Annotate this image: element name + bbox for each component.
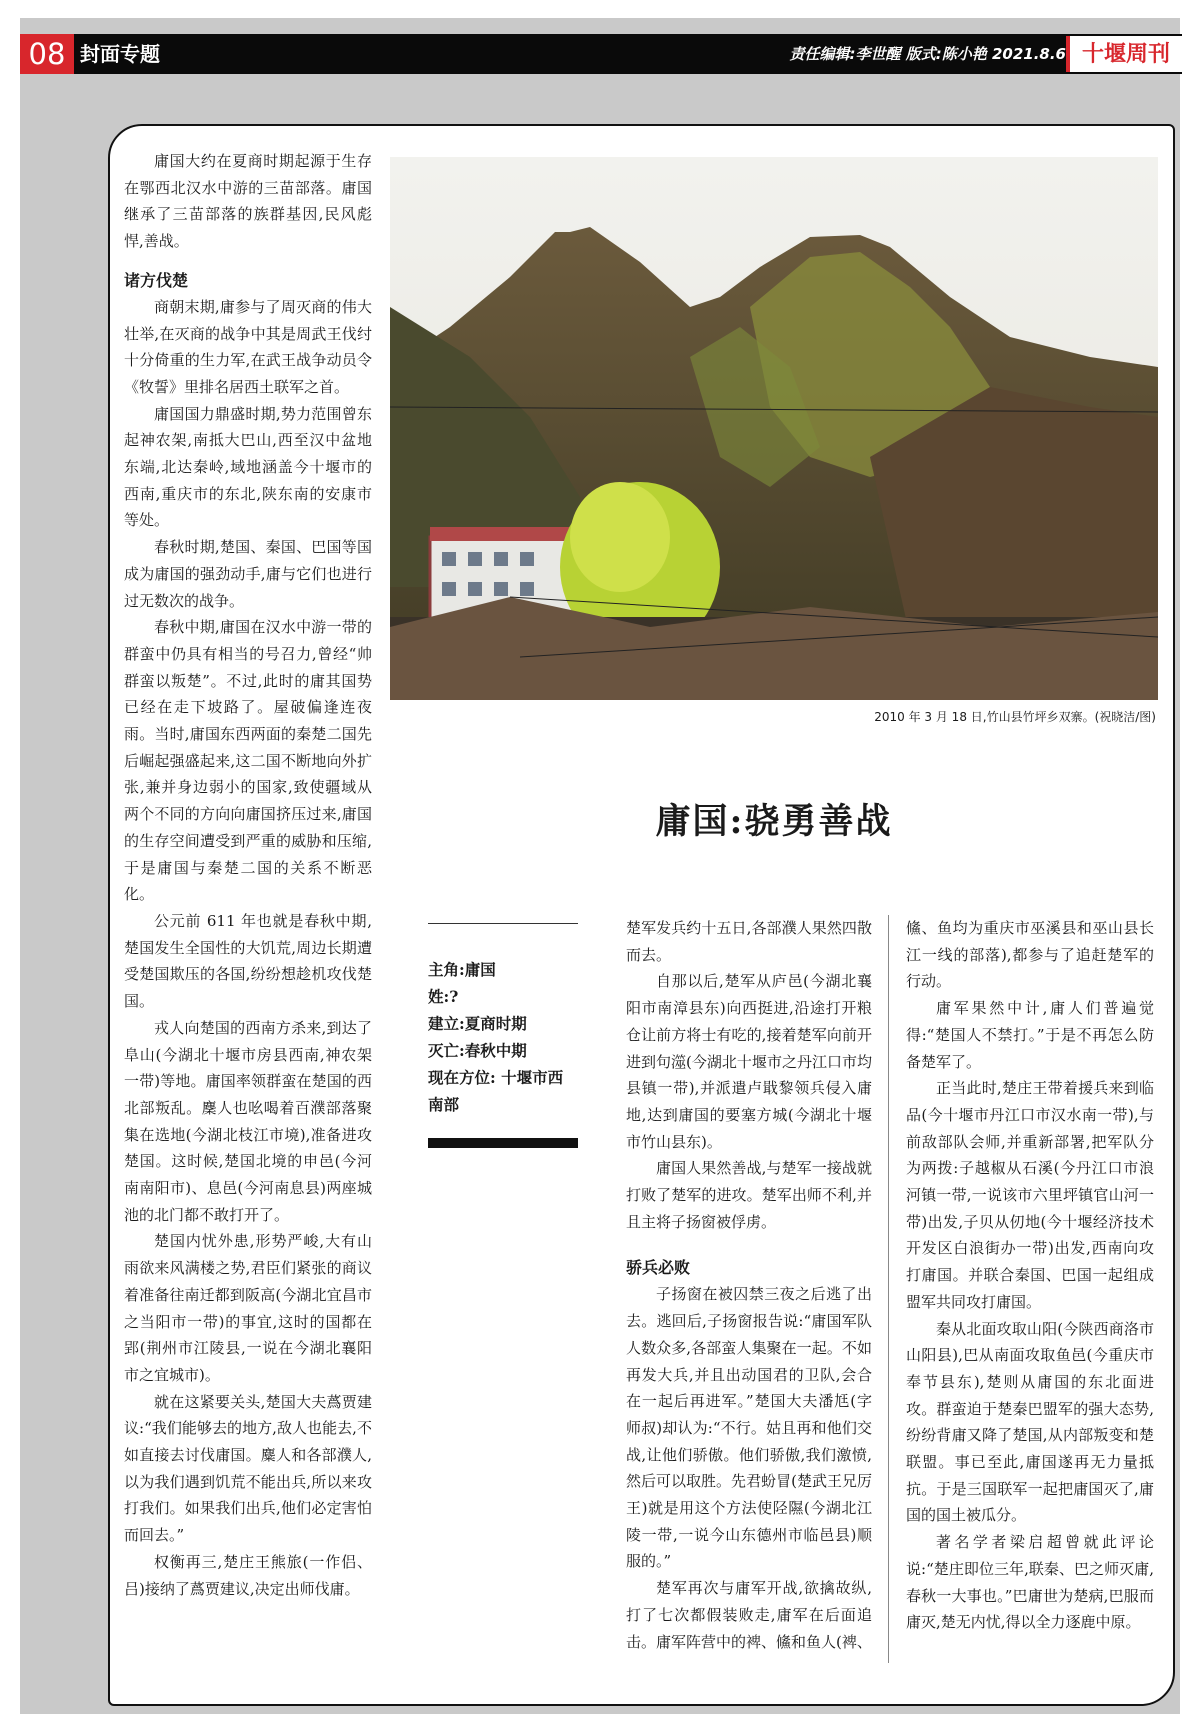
landscape-photo xyxy=(390,157,1158,700)
article-headline: 庸国:骁勇善战 xyxy=(655,801,893,842)
paragraph: 庸国国力鼎盛时期,势力范围曾东起神农架,南抵大巴山,西至汉中盆地东端,北达秦岭,域地涵盖今十堰市的西南,重庆市的东北,陕东南的安康市等处。 xyxy=(124,404,372,530)
paragraph: 庸国大约在夏商时期起源于生存在鄂西北汉水中游的三苗部落。庸国继承了三苗部落的族群基因,民风彪悍,善战。 xyxy=(124,152,372,251)
article-column-3 xyxy=(906,915,1154,1636)
fact-founded: 建立:夏商时期 xyxy=(428,1014,527,1033)
paragraph: 楚军发兵约十五日,各部濮人果然四散而去。 xyxy=(626,919,872,964)
paragraph: 就在这紧要关头,楚国大夫蔿贾建议:“我们能够去的地方,敌人也能去,不如直接去讨伐庸国。麋人和各部濮人,以为我们遇到饥荒不能出兵,所以来攻打我们。如果我们出兵,他们必定害怕而回去。” xyxy=(124,1392,372,1545)
fact-box-rule xyxy=(428,923,578,924)
article-column-2 xyxy=(626,915,872,1655)
article-column-1 xyxy=(124,148,372,1602)
paragraph: 子扬窗在被囚禁三夜之后逃了出去。逃回后,子扬窗报告说:“庸国军队人数众多,各部蛮人集聚在一起。不如再发大兵,并且出动国君的卫队,会合在一起后再进军。”楚国大夫潘尪(字师叔)却认为:“不行。姑且再和他们交战,让他们骄傲。他们骄傲,我们激愤,然后可以取胜。先君蚡冒(楚武王兄厉王)就是用这个方法使陉隰(今湖北江陵一带,一说今山东德州市临邑县)顺服的。” xyxy=(626,1285,872,1571)
mountain-village-image xyxy=(390,157,1158,700)
masthead-logo: 十堰周刊 xyxy=(1066,36,1182,72)
paragraph: 戎人向楚国的西南方杀来,到达了阜山(今湖北十堰市房县西南,神农架一带)等地。庸国率领群蛮在楚国的西北部叛乱。麇人也吆喝着百濮部落聚集在选地(今湖北枝江市境),准备进攻楚国。这时候,楚国北境的申邑(今河南南阳市)、息邑(今河南息县)两座城池的北门都不敢打开了。 xyxy=(124,1018,372,1224)
fact-surname: 姓:? xyxy=(428,987,459,1006)
paragraph: 秦从北面攻取山阳(今陕西商洛市山阳县),巴从南面攻取鱼邑(今重庆市奉节县东),楚则从庸国的东北面进攻。群蛮迫于楚秦巴盟军的强大态势,纷纷背庸又降了楚国,从内部叛变和楚联盟。事已至此,庸国遂再无力量抵抗。于是三国联军一起把庸国灭了,庸国的国土被瓜分。 xyxy=(906,1319,1154,1525)
section-title: 封面专题 xyxy=(80,42,160,66)
subheading: 骄兵必败 xyxy=(626,1258,691,1278)
paragraph: 楚军再次与庸军开战,欲擒故纵,打了七次都假装败走,庸军在后面追击。庸军阵营中的裨、鯈和鱼人(裨、 xyxy=(626,1579,872,1651)
paragraph: 自那以后,楚军从庐邑(今湖北襄阳市南漳县东)向西挺进,沿途打开粮仓让前方将士有吃的,接着楚军向前开进到句澨(今湖北十堰市之丹江口市均县镇一带),并派遣卢戢黎领兵侵入庸地,达到庸国的要塞方城(今湖北十堰市竹山县东)。 xyxy=(626,972,872,1151)
fact-location: 现在方位: 十堰市西南部 xyxy=(428,1068,564,1114)
paragraph: 正当此时,楚庄王带着援兵来到临品(今十堰市丹江口市汉水南一带),与前敌部队会师,并重新部署,把军队分为两拨:子越椒从石溪(今丹江口市浪河镇一带,一说该市六里坪镇官山河一带)出发,子贝从仞地(今十堰经济技术开发区白浪街办一带)出发,西南向攻打庸国。并联合秦国、巴国一起组成盟军共同攻打庸国。 xyxy=(906,1079,1154,1311)
photo-caption: 2010 年 3 月 18 日,竹山县竹坪乡双寨。(祝晓洁/图) xyxy=(874,710,1156,724)
paragraph: 庸军果然中计,庸人们普遍觉得:“楚国人不禁打。”于是不再怎么防备楚军了。 xyxy=(906,999,1154,1071)
paragraph: 春秋中期,庸国在汉水中游一带的群蛮中仍具有相当的号召力,曾经“帅群蛮以叛楚”。不过,此时的庸其国势已经在走下坡路了。屋破偏逢连夜雨。当时,庸国东西两面的秦楚二国先后崛起强盛起来,这二国不断地向外扩张,兼并身边弱小的国家,致使疆域从两个不同的方向向庸国挤压过来,庸国的生存空间遭受到严重的威胁和压缩,于是庸国与秦楚二国的关系不断恶化。 xyxy=(124,618,372,904)
subheading: 诸方伐楚 xyxy=(124,270,189,290)
paragraph: 楚国内忧外患,形势严峻,大有山雨欲来风满楼之势,君臣们紧张的商议着准备往南迁都到阪高(今湖北宜昌市之当阳市一带)的事宜,这时的国都在郢(荆州市江陵县,一说在今湖北襄阳市之宜城市)。 xyxy=(124,1232,372,1384)
paragraph: 公元前 611 年也就是春秋中期,楚国发生全国性的大饥荒,周边长期遭受楚国欺压的各国,纷纷想趁机攻伐楚国。 xyxy=(124,911,372,1011)
page-number: 08 xyxy=(20,34,74,74)
paragraph: 商朝末期,庸参与了周灭商的伟大壮举,在灭商的战争中其是周武王伐纣十分倚重的生力军,在武王战争动员令《牧誓》里排名居西土联军之首。 xyxy=(124,297,372,396)
fact-box-bar xyxy=(428,1138,578,1148)
paragraph: 著名学者梁启超曾就此评论说:“楚庄即位三年,联秦、巴之师灭庸,春秋一大事也。”巴庸世为楚病,巴服而庸灭,楚无内忧,得以全力逐鹿中原。 xyxy=(906,1533,1154,1632)
editor-credits: 责任编辑:李世醒 版式:陈小艳 2021.8.6 xyxy=(789,45,1066,63)
paragraph: 春秋时期,楚国、秦国、巴国等国成为庸国的强劲动手,庸与它们也进行过无数次的战争。 xyxy=(124,538,372,610)
fact-box xyxy=(428,923,578,1148)
paragraph: 庸国人果然善战,与楚军一接战就打败了楚军的进攻。楚军出师不利,并且主将子扬窗被俘虏。 xyxy=(626,1159,872,1231)
paragraph: 权衡再三,楚庄王熊旅(一作侣、吕)接纳了蔿贾建议,决定出师伐庸。 xyxy=(124,1552,372,1598)
paragraph: 鯈、鱼均为重庆市巫溪县和巫山县长江一线的部落),都参与了追赶楚军的行动。 xyxy=(906,919,1154,991)
fact-fell: 灭亡:春秋中期 xyxy=(428,1041,527,1060)
fact-protagonist: 主角:庸国 xyxy=(428,960,496,979)
column-divider xyxy=(888,915,889,1663)
